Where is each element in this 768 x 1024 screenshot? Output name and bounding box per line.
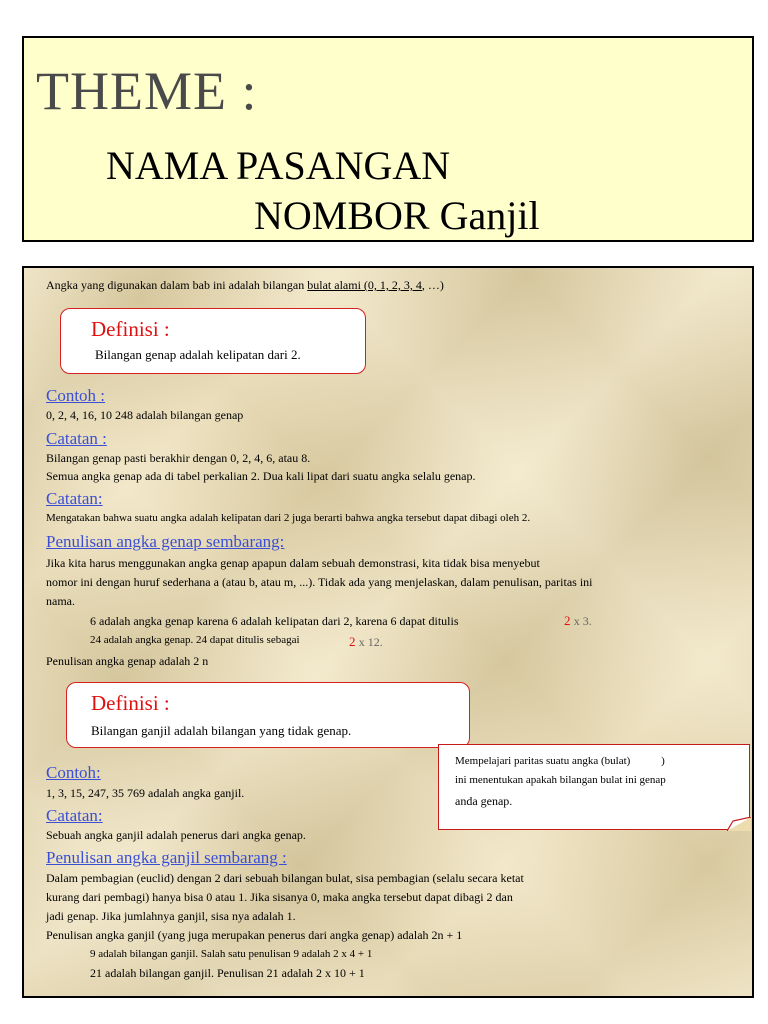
intro-line (46, 278, 444, 293)
example-even-2: 24 adalah angka genap. 24 dapat ditulis sebagai (90, 634, 300, 646)
example-odd-1: 9 adalah bilangan ganjil. Salah satu penulisan 9 adalah 2 x 4 + 1 (90, 948, 373, 960)
definition-title: Definisi : (91, 691, 170, 715)
formula-factor: 2 (564, 613, 571, 628)
penulisan-genap-line-2: nomor ini dengan huruf sederhana a (atau b, atau m, ...). Tidak ada yang menjelaskan, dalam penulisan, paritas ini (46, 575, 593, 589)
example-even-2-formula (349, 634, 383, 650)
catatan-line-1: Bilangan genap pasti berakhir dengan 0, 2, 4, 6, atau 8. (46, 451, 311, 465)
parity-note (438, 744, 750, 830)
penulisan-genap-line-1: Jika kita harus menggunakan angka genap apapun dalam sebuah demonstrasi, kita tidak bisa menyebut (46, 556, 540, 570)
note-line-1 (455, 755, 665, 767)
catatan-heading-3: Catatan: (46, 806, 103, 825)
contoh-heading-2: Contoh: (46, 763, 101, 782)
contoh-2-text: 1, 3, 15, 247, 35 769 adalah angka ganjil. (46, 786, 245, 800)
catatan-3-text: Sebuah angka ganjil adalah penerus dari angka genap. (46, 828, 306, 842)
penulisan-ganjil-line-4: Penulisan angka ganjil (yang juga merupakan penerus dari angka genap) adalah 2n + 1 (46, 928, 463, 942)
note-line-1-end: ) (661, 755, 665, 767)
penulisan-genap-heading: Penulisan angka genap sembarang: (46, 532, 285, 551)
example-even-1: 6 adalah angka genap karena 6 adalah kelipatan dari 2, karena 6 dapat ditulis (90, 614, 459, 628)
intro-text: Angka yang digunakan dalam bab ini adalah bilangan (46, 278, 308, 292)
even-summary: Penulisan angka genap adalah 2 n (46, 654, 209, 668)
penulisan-ganjil-line-2: kurang dari pembagi) hanya bisa 0 atau 1. Jika sisanya 0, maka angka tersebut dapat dibagi 2 dan (46, 890, 513, 904)
penulisan-ganjil-heading: Penulisan angka ganjil sembarang : (46, 848, 287, 867)
formula-rest: x 12. (358, 635, 383, 649)
penulisan-ganjil-line-3: jadi genap. Jika jumlahnya ganjil, sisa nya adalah 1. (46, 909, 296, 923)
note-line-3: anda genap. (455, 794, 513, 808)
formula-factor: 2 (349, 634, 356, 649)
intro-underlined: bulat alami (0, 1, 2, 3, 4 (307, 278, 422, 292)
catatan-line-2: Semua angka genap ada di tabel perkalian 2. Dua kali lipat dari suatu angka selalu genap. (46, 469, 476, 483)
title-line-2: NOMBOR Ganjil (254, 193, 540, 238)
definition-title: Definisi : (91, 317, 170, 341)
example-odd-2: 21 adalah bilangan ganjil. Penulisan 21 adalah 2 x 10 + 1 (90, 966, 365, 980)
theme-heading: THEME : (36, 61, 258, 121)
catatan-2-text: Mengatakan bahwa suatu angka adalah kelipatan dari 2 juga berarti bahwa angka tersebut dapat dibagi oleh 2. (46, 512, 531, 524)
contoh-heading: Contoh : (46, 386, 106, 405)
page-fold-icon (727, 817, 751, 831)
note-line-2: ini menentukan apakah bilangan bulat ini genap (455, 774, 666, 786)
catatan-heading: Catatan : (46, 429, 107, 448)
contoh-text: 0, 2, 4, 16, 10 248 adalah bilangan genap (46, 408, 244, 422)
definition-box-even (60, 308, 366, 374)
content-panel (22, 266, 754, 998)
example-even-1-formula (564, 613, 592, 629)
definition-text: Bilangan ganjil adalah bilangan yang tidak genap. (91, 723, 352, 738)
title-panel (22, 36, 754, 242)
penulisan-ganjil-line-1: Dalam pembagian (euclid) dengan 2 dari sebuah bilangan bulat, sisa pembagian (selalu secara ketat (46, 871, 524, 885)
definition-text: Bilangan genap adalah kelipatan dari 2. (95, 347, 301, 362)
penulisan-genap-line-3: nama. (46, 594, 75, 608)
intro-text-end: , …) (421, 278, 444, 292)
catatan-heading-2: Catatan: (46, 489, 103, 508)
title-line-1: NAMA PASANGAN (106, 143, 451, 188)
note-line-1-text: Mempelajari paritas suatu angka (bulat) (455, 755, 631, 767)
definition-box-odd (66, 682, 470, 748)
formula-rest: x 3. (573, 614, 592, 628)
